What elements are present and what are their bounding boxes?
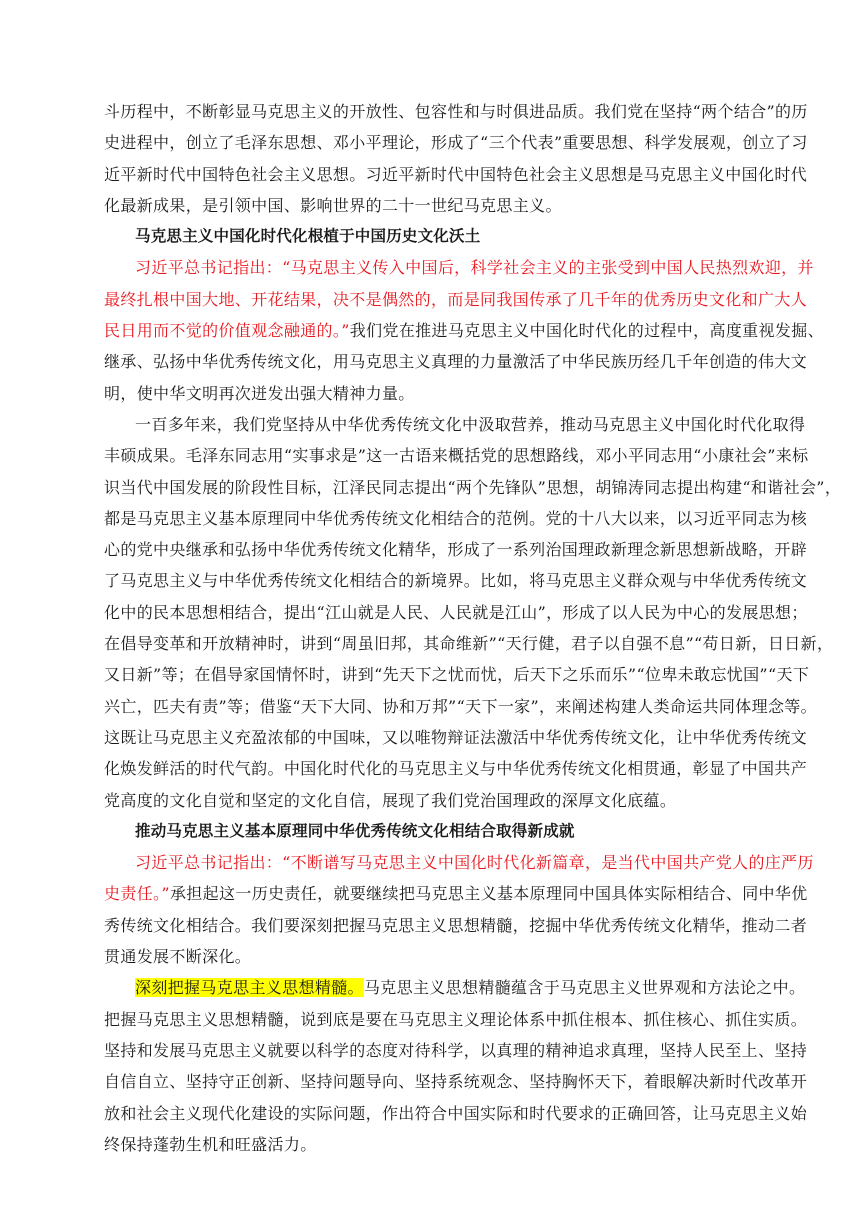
- paragraph: [104, 972, 808, 1160]
- text-line: 史进程中，创立了毛泽东思想、邓小平理论，形成了“三个代表”重要思想、科学发展观，创立了习: [104, 133, 808, 153]
- text-line: 化焕发鲜活的时代气韵。中国化时代化的马克思主义与中华优秀传统文化相贯通，彰显了中国共产: [104, 759, 808, 779]
- section-heading: 推动马克思主义基本原理同中华优秀传统文化相结合取得新成就: [135, 821, 575, 840]
- text-line: 坚持和发展马克思主义就要以科学的态度对待科学，以真理的精神追求真理，坚持人民至上、坚持: [104, 1040, 808, 1060]
- text-line: 党高度的文化自觉和坚定的文化自信，展现了我们党治国理政的深厚文化底蕴。: [104, 790, 677, 810]
- text-line: 心的党中央继承和弘扬中华优秀传统文化精华，形成了一系列治国理政新理念新思想新战略，开辟: [104, 540, 808, 560]
- text-line: 斗历程中，不断彰显马克思主义的开放性、包容性和与时俱进品质。我们党在坚持“两个结合”的历: [104, 102, 808, 121]
- quote-text: 史责任。”: [104, 884, 170, 904]
- text-line: 又日新”等；在倡导家国情怀时，讲到“先天下之忧而忧，后天下之乐而乐”“位卑未敢忘忧国”“天下: [104, 665, 810, 685]
- text-line: 把握马克思主义思想精髓，说到底是要在马克思主义理论体系中抓住根本、抓住核心、抓住实质。: [104, 1009, 808, 1029]
- quote-text: 民日用而不觉的价值观念融通的。”: [104, 321, 350, 341]
- quote-line: 习近平总书记指出：“不断谱写马克思主义中国化时代化新篇章，是当代中国共产党人的庄严历: [135, 853, 814, 873]
- text-line: 放和社会主义现代化建设的实际问题，作出符合中国实际和时代要求的正确回答，让马克思主义始: [104, 1103, 808, 1123]
- text-line: 兴亡，匹夫有责”等；借鉴“天下大同、协和万邦”“天下一家”，来阐述构建人类命运共同体理念等。: [104, 696, 817, 716]
- body-text: 马克思主义思想精髓蕴含于马克思主义世界观和方法论之中。: [363, 978, 806, 998]
- text-line: 化最新成果，是引领中国、影响世界的二十一世纪马克思主义。: [104, 195, 562, 215]
- text-line: 继承、弘扬中华优秀传统文化，用马克思主义真理的力量激活了中华民族历经几千年创造的伟大文: [104, 352, 808, 372]
- text-line: 终保持蓬勃生机和旺盛活力。: [104, 1134, 317, 1154]
- text-line: 贯通发展不断深化。: [104, 947, 252, 967]
- body-text: 我们党在推进马克思主义中国化时代化的过程中，高度重视发掘、: [349, 321, 824, 341]
- paragraph: [104, 409, 842, 816]
- text-line: 了马克思主义与中华优秀传统文化相结合的新境界。比如，将马克思主义群众观与中华优秀传统文: [104, 571, 808, 591]
- text-line: 这既让马克思主义充盈浓郁的中国味，又以唯物辩证法激活中华优秀传统文化，让中华优秀传统文: [104, 727, 808, 747]
- text-line: 近平新时代中国特色社会主义思想。习近平新时代中国特色社会主义思想是马克思主义中国化时代: [104, 164, 808, 184]
- quote-line: 最终扎根中国大地、开花结果，决不是偶然的，而是同我国传承了几千年的优秀历史文化和广大人: [104, 289, 808, 309]
- text-line: 识当代中国发展的阶段性目标，江泽民同志提出“两个先锋队”思想，胡锦涛同志提出构建“和谐社会”，: [104, 477, 842, 497]
- text-line: [104, 315, 824, 346]
- paragraph: [104, 96, 808, 221]
- text-line: [104, 972, 806, 1003]
- quote-line: 习近平总书记指出：“马克思主义传入中国后，科学社会主义的主张受到中国人民热烈欢迎，并: [135, 258, 814, 278]
- paragraph: [104, 252, 824, 408]
- text-line: 自信自立、坚持守正创新、坚持问题导向、坚持系统观念、坚持胸怀天下，着眼解决新时代改革开: [104, 1072, 808, 1092]
- paragraph: [104, 847, 814, 972]
- text-line: 丰硕成果。毛泽东同志用“实事求是”这一古语来概括党的思想路线，邓小平同志用“小康社会”来标: [104, 446, 809, 466]
- text-line: 在倡导变革和开放精神时，讲到“周虽旧邦，其命维新”“天行健，君子以自强不息”“苟日新，日日新，: [104, 634, 834, 654]
- highlighted-text: 深刻把握马克思主义思想精髓。: [135, 978, 364, 998]
- text-line: [104, 878, 808, 909]
- text-line: 明，使中华文明再次迸发出强大精神力量。: [104, 383, 415, 403]
- document-page: [104, 96, 842, 1160]
- body-text: 承担起这一历史责任，就要继续把马克思主义基本原理同中国具体实际相结合、同中华优: [169, 884, 808, 904]
- text-line: 化中的民本思想相结合，提出“江山就是人民、人民就是江山”，形成了以人民为中心的发展思想；: [104, 602, 808, 622]
- section-heading: 马克思主义中国化时代化根植于中国历史文化沃土: [135, 227, 481, 246]
- text-line: 都是马克思主义基本原理同中华优秀传统文化相结合的范例。党的十八大以来，以习近平同志为核: [104, 508, 808, 528]
- text-line: 一百多年来，我们党坚持从中华优秀传统文化中汲取营养，推动马克思主义中国化时代化取得: [135, 414, 806, 434]
- text-line: 秀传统文化相结合。我们要深刻把握马克思主义思想精髓，挖掘中华优秀传统文化精华，推动二者: [104, 915, 808, 935]
